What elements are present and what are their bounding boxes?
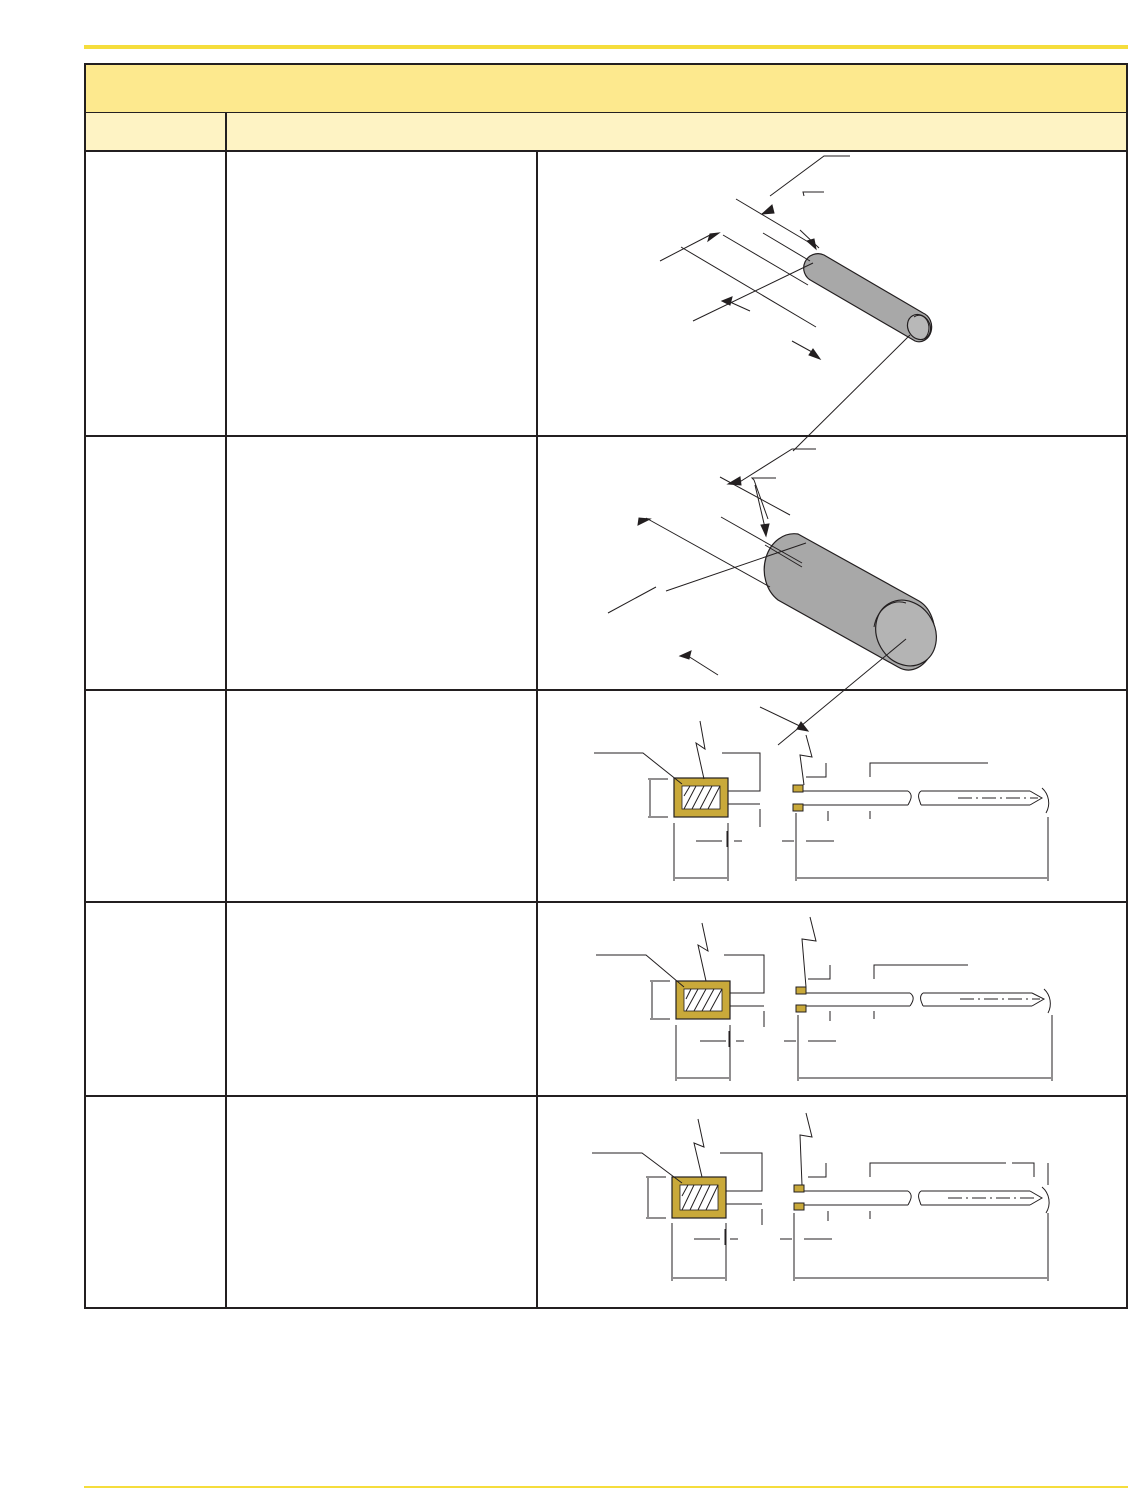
- insert-and-rod-drawing: [538, 903, 1126, 1095]
- table-header-row: [86, 113, 1126, 152]
- rod: [782, 735, 1049, 881]
- top-accent-rule: [84, 45, 1128, 49]
- insert-and-rod-drawing: [538, 1097, 1126, 1307]
- parts-table: [84, 63, 1128, 1309]
- pin-drawing-small: [538, 151, 1126, 435]
- insert-and-rod-drawing: [538, 691, 1126, 901]
- rod: [784, 917, 1052, 1081]
- pin-body: [804, 254, 935, 344]
- bottom-accent-rule: [84, 1486, 1128, 1488]
- threaded-insert: [672, 1177, 734, 1218]
- rod: [780, 1113, 1049, 1281]
- pin-body: [764, 534, 948, 677]
- column-divider-1: [225, 113, 227, 1307]
- threaded-insert: [674, 778, 736, 817]
- table-title-band: [86, 65, 1126, 113]
- pin-drawing-large: [538, 437, 1126, 689]
- threaded-insert: [676, 981, 738, 1019]
